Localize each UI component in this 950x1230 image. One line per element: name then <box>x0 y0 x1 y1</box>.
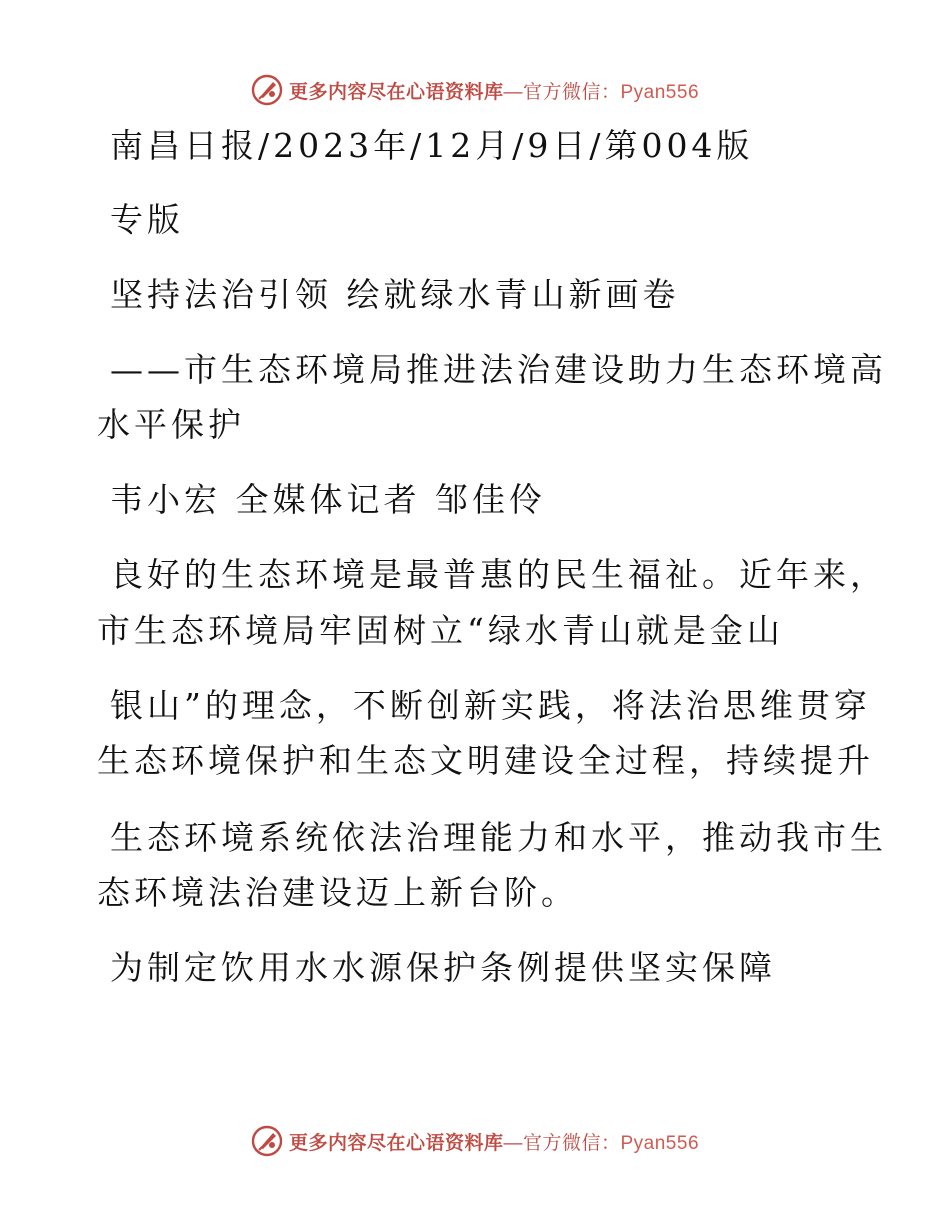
byline: 韦小宏 全媒体记者 邹佳伶 <box>110 480 546 519</box>
watermark-label: 官方微信： <box>522 81 621 103</box>
paragraph-line-1: 良好的生态环境是最普惠的民生福祉。近年来， <box>110 555 887 594</box>
watermark-separator: — <box>503 81 523 103</box>
watermark-text <box>289 1128 699 1155</box>
watermark-text <box>289 77 699 104</box>
watermark-footer <box>0 1121 950 1161</box>
watermark-handle: Pyan556 <box>620 1132 700 1154</box>
watermark-brand: 更多内容尽在心语资料库 <box>288 1132 504 1154</box>
section-heading: 为制定饮用水水源保护条例提供坚实保障 <box>110 948 776 987</box>
quill-logo-icon <box>251 1125 283 1157</box>
paragraph-line-5: 生态环境系统依法治理能力和水平，推动我市生 <box>110 818 887 857</box>
watermark-header <box>0 70 950 110</box>
publication-meta: 南昌日报/2023年/12月/9日/第004版 <box>110 126 754 165</box>
paragraph-line-2: 市生态环境局牢固树立“绿水青山就是金山 <box>97 611 784 650</box>
watermark-brand: 更多内容尽在心语资料库 <box>288 81 504 103</box>
paragraph-line-6: 态环境法治建设迈上新台阶。 <box>97 873 578 912</box>
section-label: 专版 <box>110 200 184 239</box>
quill-logo-icon <box>251 74 283 106</box>
article-subtitle-line-1: ——市生态环境局推进法治建设助力生态环境高 <box>110 350 887 389</box>
article-title: 坚持法治引领 绘就绿水青山新画卷 <box>110 275 680 314</box>
paragraph-line-4: 生态环境保护和生态文明建设全过程，持续提升 <box>97 741 874 780</box>
watermark-label: 官方微信： <box>522 1132 621 1154</box>
paragraph-line-3: 银山”的理念，不断创新实践，将法治思维贯穿 <box>110 686 871 725</box>
watermark-separator: — <box>503 1132 523 1154</box>
watermark-handle: Pyan556 <box>620 81 700 103</box>
article-subtitle-line-2: 水平保护 <box>97 405 245 444</box>
